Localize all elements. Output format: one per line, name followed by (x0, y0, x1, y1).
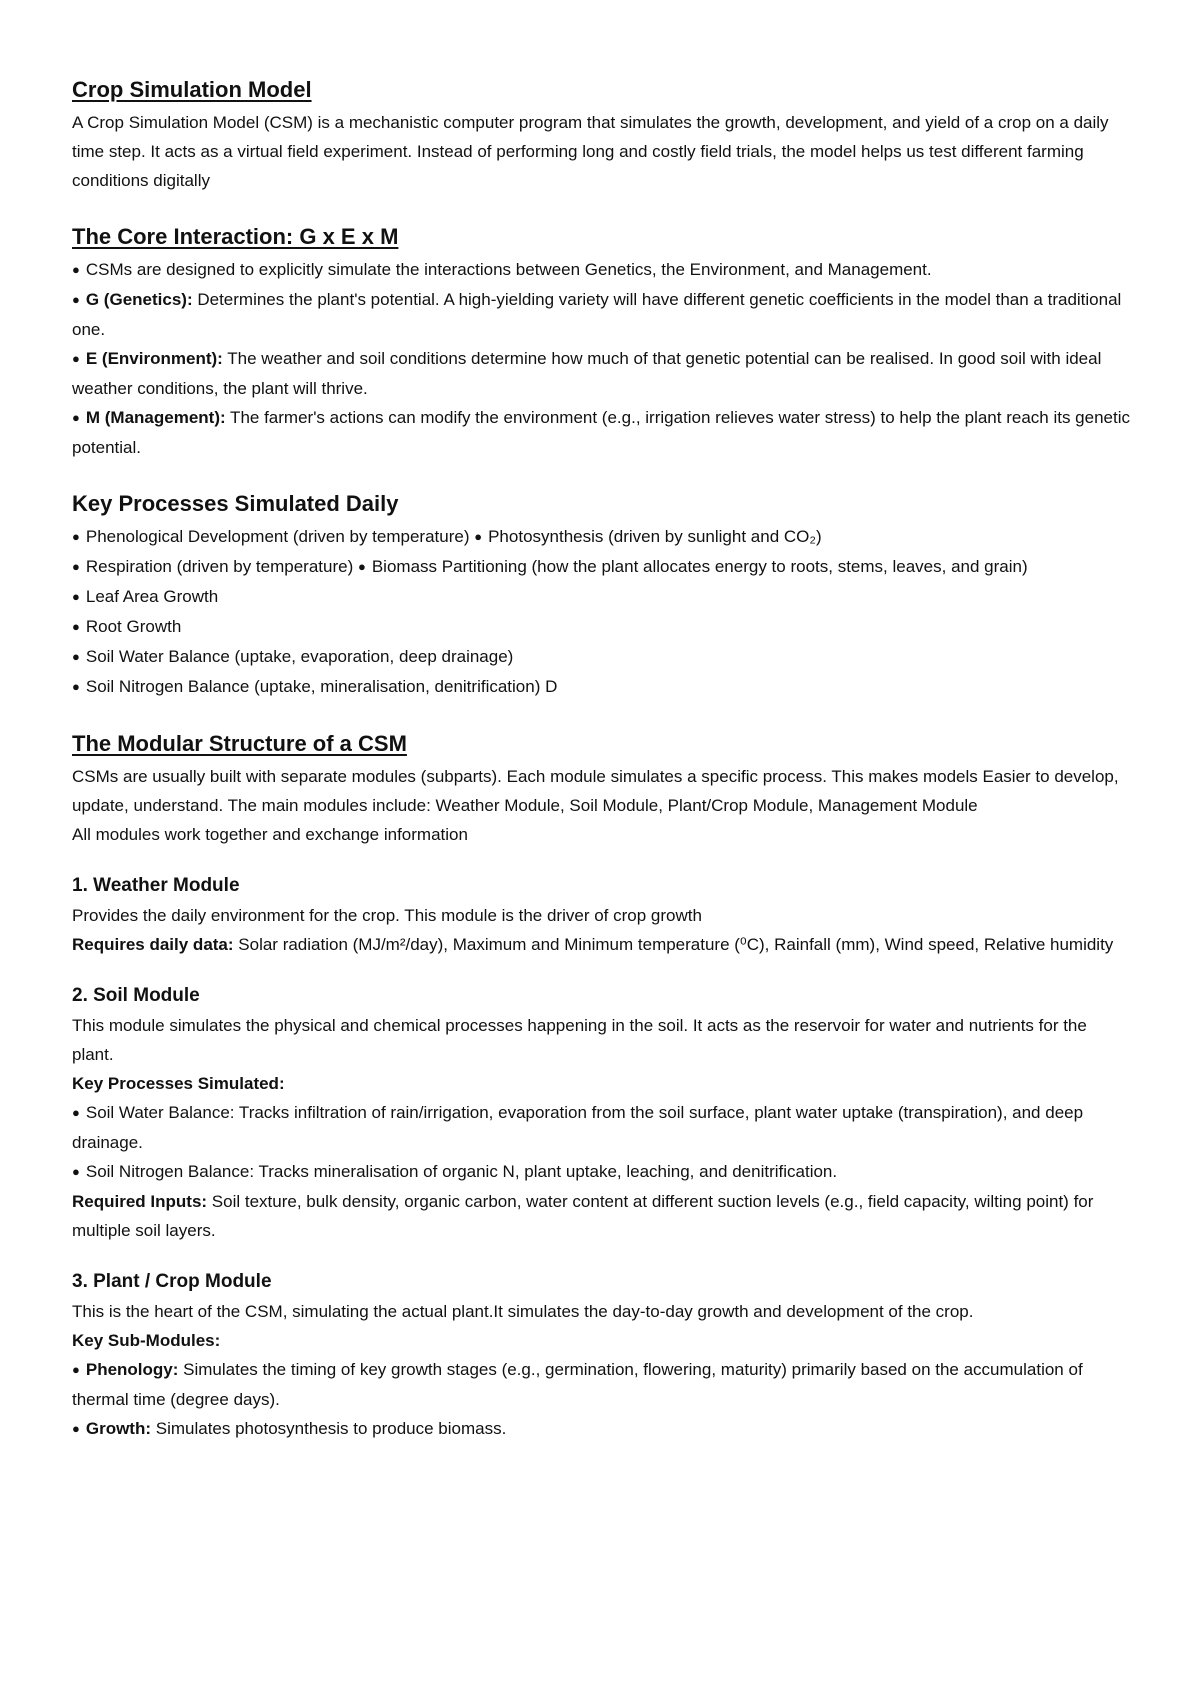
plant-b2-text: Simulates photosynthesis to produce biomass. (151, 1419, 507, 1438)
process-l1a: Phenological Development (driven by temperature) (85, 527, 475, 546)
plant-bullet-2 (72, 1414, 1130, 1444)
soil-p1: This module simulates the physical and chemical processes happening in the soil. It acts as the reservoir for water and nutrients for the plant. (72, 1016, 1087, 1064)
gxexm-bullet-2 (72, 285, 1130, 344)
plant-b1-label: Phenology: (85, 1360, 179, 1379)
gxexm-bullet-4 (72, 403, 1130, 462)
soil-key-label (72, 1069, 1130, 1098)
process-line-1 (72, 522, 1130, 552)
soil-required (72, 1187, 1130, 1245)
gxexm-b1-text: CSMs are designed to explicitly simulate the interactions between Genetics, the Environment, and Management. (85, 260, 932, 279)
section-title-weather: 1. Weather Module (72, 875, 240, 896)
weather-requires (72, 930, 1130, 959)
process-line-2 (72, 552, 1130, 582)
process-line-3: ● Leaf Area Growth (72, 582, 1130, 612)
gxexm-b2-label: G (Genetics): (85, 290, 193, 309)
plant-bullet-1 (72, 1355, 1130, 1414)
plant-b1-text: Simulates the timing of key growth stages (e.g., germination, flowering, maturity) primarily based on the accumulation of thermal time (degree days). (72, 1360, 1083, 1409)
gxexm-bullet-3 (72, 344, 1130, 403)
process-line-4: ● Root Growth (72, 612, 1130, 642)
gxexm-b2-text: Determines the plant's potential. A high-yielding variety will have different genetic coefficients in the model than a traditional one. (72, 290, 1122, 339)
process-l2a: Respiration (driven by temperature) (85, 557, 358, 576)
modular-p1: CSMs are usually built with separate modules (subparts). Each module simulates a specific process. This makes models Easier to develop, update, understand. The main modules include: Weather Module, Soil Module, Plant/Crop Module, Management Module (72, 767, 1119, 815)
plant-key-label (72, 1326, 1130, 1355)
gxexm-b4-text: The farmer's actions can modify the environment (e.g., irrigation relieves water stress) to help the plant reach its genetic potential. (72, 408, 1130, 457)
modular-p2: All modules work together and exchange information (72, 825, 468, 844)
weather-p1: Provides the daily environment for the crop. This module is the driver of crop growth (72, 906, 702, 925)
section-title-plant: 3. Plant / Crop Module (72, 1271, 272, 1292)
process-l2b: ● Biomass Partitioning (how the plant allocates energy to roots, stems, leaves, and grain) (358, 557, 1028, 576)
gxexm-b3-text: The weather and soil conditions determine how much of that genetic potential can be realised. In good soil with ideal weather conditions, the plant will thrive. (72, 349, 1102, 398)
section-title-processes: Key Processes Simulated Daily (72, 491, 399, 516)
weather-req-label: Requires daily data: (72, 935, 234, 954)
section-title-soil: 2. Soil Module (72, 985, 200, 1006)
gxexm-b4-label: M (Management): (85, 408, 226, 427)
section-title-modular: The Modular Structure of a CSM (72, 731, 407, 756)
plant-key-label-text: Key Sub-Modules: (72, 1331, 221, 1350)
plant-p1: This is the heart of the CSM, simulating the actual plant.It simulates the day-to-day growth and development of the crop. (72, 1302, 974, 1321)
section-title-csm: Crop Simulation Model (72, 77, 312, 102)
plant-b2-label: Growth: (85, 1419, 152, 1438)
process-line-6: ● Soil Nitrogen Balance (uptake, mineralisation, denitrification) D (72, 672, 1130, 702)
gxexm-bullet-1 (72, 255, 1130, 285)
process-line-5: ● Soil Water Balance (uptake, evaporation, deep drainage) (72, 642, 1130, 672)
gxexm-b3-label: E (Environment): (85, 349, 223, 368)
soil-bullet-2: ● Soil Nitrogen Balance: Tracks mineralisation of organic N, plant uptake, leaching, and denitrification. (72, 1157, 1130, 1187)
weather-req-text: Solar radiation (MJ/m²/day), Maximum and Minimum temperature (⁰C), Rainfall (mm), Wind speed, Relative humidity (233, 935, 1114, 954)
csm-intro: A Crop Simulation Model (CSM) is a mechanistic computer program that simulates the growth, development, and yield of a crop on a daily time step. It acts as a virtual field experiment. Instead of performing long and costly field trials, the model helps us test different farming conditions digitally (72, 113, 1109, 190)
section-title-gxexm: The Core Interaction: G x E x M (72, 224, 399, 249)
process-l1b: ● Photosynthesis (driven by sunlight and CO₂) (474, 527, 821, 546)
soil-bullet-1: ● Soil Water Balance: Tracks infiltration of rain/irrigation, evaporation from the soil surface, plant water uptake (transpiration), and deep drainage. (72, 1098, 1130, 1157)
soil-req-label: Required Inputs: (72, 1192, 208, 1211)
soil-key-label-text: Key Processes Simulated: (72, 1074, 285, 1093)
soil-req-text: Soil texture, bulk density, organic carbon, water content at different suction levels (e.g., field capacity, wilting point) for multiple soil layers. (72, 1192, 1094, 1240)
